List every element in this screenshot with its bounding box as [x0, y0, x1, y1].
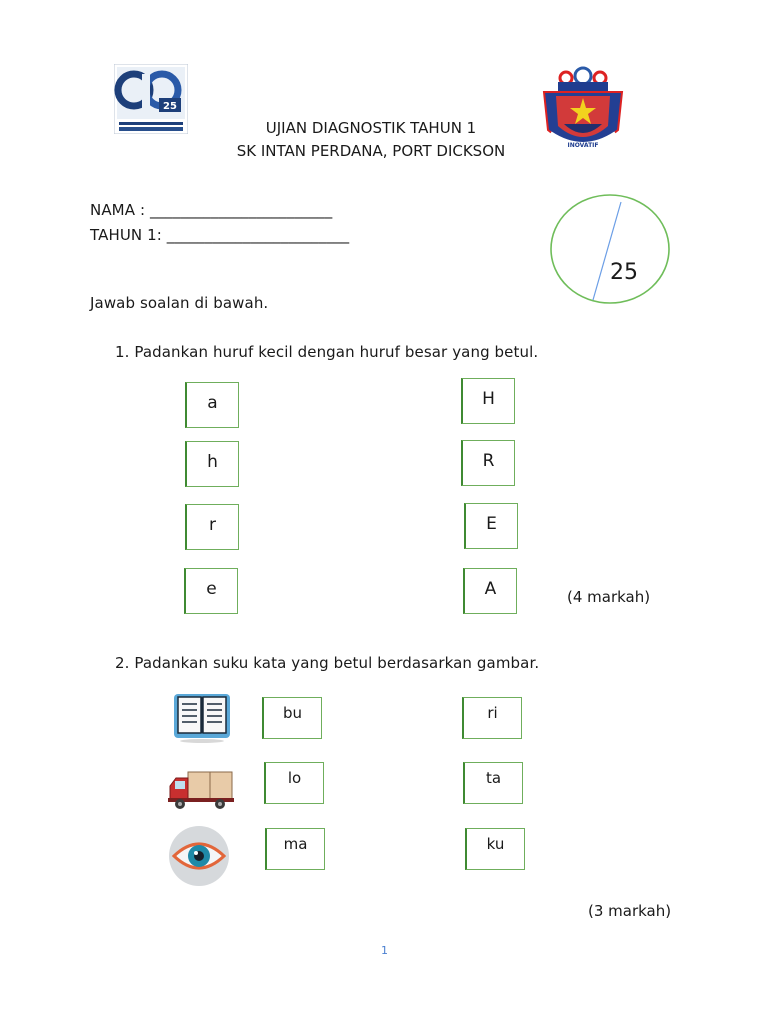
syllable-box-bu[interactable]: bu — [262, 697, 322, 739]
score-total: 25 — [610, 260, 638, 285]
eye-icon — [166, 826, 232, 886]
program-logo — [114, 64, 188, 134]
question-2-prompt: 2. Padankan suku kata yang betul berdasarkan gambar. — [115, 654, 540, 672]
book-icon — [170, 692, 234, 744]
svg-text:25: 25 — [163, 101, 177, 112]
syllable-box-ku[interactable]: ku — [465, 828, 525, 870]
syllable-box-ta[interactable]: ta — [463, 762, 523, 804]
year-field[interactable]: TAHUN 1: ________________________ — [90, 226, 350, 244]
uppercase-box-R[interactable]: R — [461, 440, 515, 486]
question-1-prompt: 1. Padankan huruf kecil dengan huruf besar yang betul. — [115, 343, 539, 361]
svg-text:INOVATIF: INOVATIF — [567, 142, 599, 149]
score-circle — [549, 192, 673, 306]
uppercase-box-A[interactable]: A — [463, 568, 517, 614]
question-1-marks: (4 markah) — [567, 588, 651, 606]
instructions: Jawab soalan di bawah. — [90, 294, 269, 312]
school-name: SK INTAN PERDANA, PORT DICKSON — [236, 142, 506, 160]
truck-icon — [166, 760, 236, 814]
uppercase-box-H[interactable]: H — [461, 378, 515, 424]
page-number: 1 — [381, 944, 388, 957]
exam-title: UJIAN DIAGNOSTIK TAHUN 1 — [265, 119, 477, 137]
question-2-marks: (3 markah) — [588, 902, 672, 920]
uppercase-box-E[interactable]: E — [464, 503, 518, 549]
lowercase-box-r[interactable]: r — [185, 504, 239, 550]
lowercase-box-h[interactable]: h — [185, 441, 239, 487]
syllable-box-lo[interactable]: lo — [264, 762, 324, 804]
school-crest — [538, 64, 628, 160]
score-circle-shape — [549, 192, 673, 306]
lowercase-box-a[interactable]: a — [185, 382, 239, 428]
syllable-box-ri[interactable]: ri — [462, 697, 522, 739]
name-field[interactable]: NAMA : ________________________ — [90, 201, 333, 219]
syllable-box-ma[interactable]: ma — [265, 828, 325, 870]
lowercase-box-e[interactable]: e — [184, 568, 238, 614]
